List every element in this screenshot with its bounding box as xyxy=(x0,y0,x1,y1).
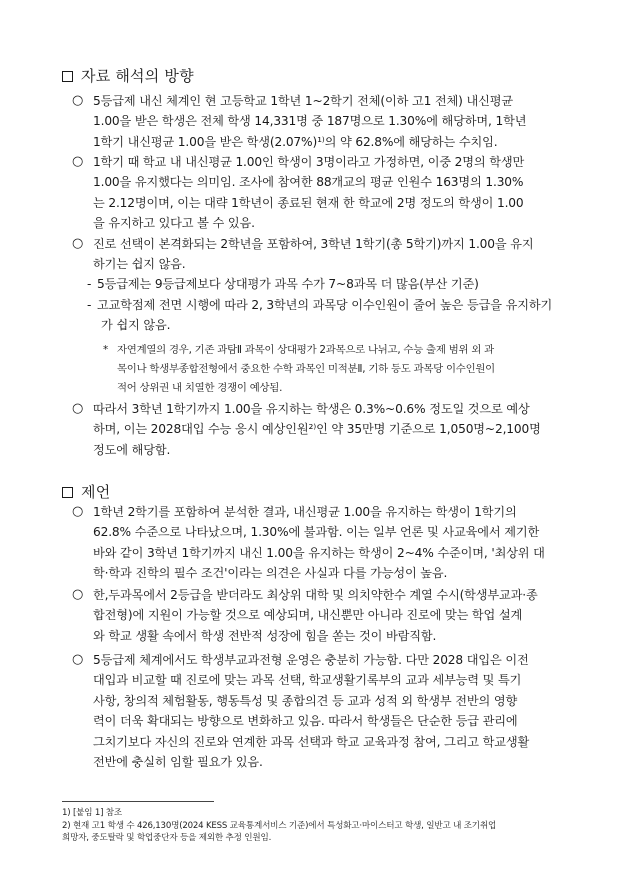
bullet-marker: ○ xyxy=(72,587,84,602)
text-line: 1학기 내신평균 1.00을 받은 학생(2.07%)¹⁾의 약 62.8%에 해당하는 수치임. xyxy=(93,134,498,149)
text-line: 대입과 비교할 때 진로에 맞는 과목 선택, 학교생활기록부의 교과 세부능력 및 특기 xyxy=(93,673,522,688)
text-line: 전반에 충실히 임할 필요가 있음. xyxy=(93,755,263,770)
text-line: 하기는 쉽지 않음. xyxy=(93,257,186,272)
heading-square-marker xyxy=(62,71,73,82)
text-line: 학·학과 진학의 필수 조건'이라는 의견은 사실과 다를 가능성이 높음. xyxy=(93,566,448,581)
paragraph-note xyxy=(117,341,495,398)
dash-marker: - xyxy=(87,298,92,312)
footnote-divider xyxy=(62,801,214,802)
text-line: 그치기보다 자신의 진로와 연계한 과목 선택과 학교 교육과정 참여, 그리고 학교생활 xyxy=(93,734,530,749)
paragraph-bullet xyxy=(93,585,538,646)
text-line: 따라서 3학년 1학기까지 1.00을 유지하는 학생은 0.3%~0.6% 정도일 것으로 예상 xyxy=(93,402,530,416)
paragraph-bullet xyxy=(93,152,524,234)
text-line: 5등급제 체계에서도 학생부교과전형 운영은 충분히 가능함. 다만 2028 대입은 이전 xyxy=(93,653,529,667)
text-line: 1.00을 받은 학생은 전체 학생 14,331명 중 187명으로 1.30%에 해당하며, 1학년 xyxy=(93,114,527,129)
text-line: 적어 상위권 내 치열한 경쟁이 예상됨. xyxy=(117,382,283,394)
text-line: 5등급제는 9등급제보다 상대평가 과목 수가 7~8과목 더 많음(부산 기준) xyxy=(97,277,479,291)
dash-marker: - xyxy=(87,277,92,291)
text-line: 1학기 때 학교 내 내신평균 1.00인 학생이 3명이라고 가정하면, 이중 2명의 학생만 xyxy=(93,155,525,169)
bullet-marker: ○ xyxy=(72,652,84,667)
paragraph-bullet xyxy=(93,91,526,152)
bullet-marker: ○ xyxy=(72,154,84,169)
footnote-line: 희망자, 중도탈락 및 학업중단자 등을 제외한 추정 인원임. xyxy=(62,833,272,843)
paragraph-bullet xyxy=(93,502,545,584)
text-line: 하며, 이는 2028대입 수능 응시 예상인원²⁾인 약 35만명 기준으로 1,050명~2,100명 xyxy=(93,422,541,437)
text-line: 고교학점제 전면 시행에 따라 2, 3학년의 과목당 이수인원이 줄어 높은 등급을 유지하기 xyxy=(97,298,553,312)
paragraph-bullet xyxy=(93,234,533,275)
text-line: 진로 선택이 본격화되는 2학년을 포함하여, 3학년 1학기(총 5학기)까지 1.00을 유지 xyxy=(93,237,534,251)
bullet-marker: ○ xyxy=(72,93,84,108)
paragraph-dash xyxy=(97,274,479,294)
paragraph-bullet xyxy=(93,399,541,460)
text-line: 와 학교 생활 속에서 학생 전반적 성장에 힘을 쏟는 것이 바람직함. xyxy=(93,628,437,643)
text-line: 정도에 해당함. xyxy=(93,442,171,457)
text-line: 력이 더욱 확대되는 방향으로 변화하고 있음. 따라서 학생들은 단순한 등급 관리에 xyxy=(93,714,518,729)
section-heading-interpretation xyxy=(62,66,194,86)
text-line: 을 유지하고 있다고 볼 수 있음. xyxy=(93,216,255,231)
bullet-marker: ○ xyxy=(72,401,84,416)
section-title: 자료 해석의 방향 xyxy=(81,67,194,85)
footnote-1 xyxy=(62,807,122,819)
footnote-2 xyxy=(62,820,496,844)
footnote-line: 2) 현재 고1 학생 수 426,130명(2024 KESS 교육통계서비스 기준)에서 특성화고·마이스터고 학생, 일반고 내 조기취업 xyxy=(62,821,497,831)
text-line: 사항, 창의적 체험활동, 행동특성 및 종합의견 등 교과 성적 외 학생부 전반의 영향 xyxy=(93,693,518,708)
text-line: 1.00을 유지했다는 의미임. 조사에 참여한 88개교의 평균 인원수 163명의 1.30% xyxy=(93,175,524,190)
bullet-marker: ○ xyxy=(72,236,84,251)
paragraph-dash xyxy=(97,295,552,336)
text-line: 목이나 학생부종합전형에서 중요한 수학 과목인 미적분Ⅱ, 기하 등도 과목당 이수인원이 xyxy=(117,363,495,375)
text-line: 합전형)에 지원이 가능할 것으로 예상되며, 내신뿐만 아니라 진로에 맞는 학업 설계 xyxy=(93,608,523,623)
text-line: 5등급제 내신 체계인 현 고등학교 1학년 1~2학기 전체(이하 고1 전체) 내신평균 xyxy=(93,94,513,108)
text-line: 자연계열의 경우, 기존 과탐Ⅱ 과목이 상대평가 2과목으로 나뉘고, 수능 출제 범위 외 과 xyxy=(117,344,494,356)
section-heading-proposal xyxy=(62,482,110,502)
text-line: 1학년 2학기를 포함하여 분석한 결과, 내신평균 1.00을 유지하는 학생이 1학기의 xyxy=(93,505,517,519)
section-title: 제언 xyxy=(81,483,111,501)
footnote-line: 1) [붙임 1] 참조 xyxy=(62,808,122,818)
heading-square-marker xyxy=(62,487,73,498)
text-line: 62.8% 수준으로 나타났으며, 1.30%에 불과함. 이는 일부 언론 및 사교육에서 제기한 xyxy=(93,525,540,540)
note-marker: * xyxy=(103,344,109,356)
paragraph-bullet xyxy=(93,650,529,772)
text-line: 바와 같이 3학년 1학기까지 내신 1.00을 유지하는 학생이 2~4% 수준이며, '최상위 대 xyxy=(93,545,545,560)
text-line: 가 쉽지 않음. xyxy=(101,318,171,333)
text-line: 는 2.12명이며, 이는 대략 1학년이 종료된 현재 한 학교에 2명 정도의 학생이 1.00 xyxy=(93,195,524,210)
text-line: 한,두과목에서 2등급을 받더라도 최상위 대학 및 의치약한수 계열 수시(학생부교과·종 xyxy=(93,588,538,602)
bullet-marker: ○ xyxy=(72,504,84,519)
